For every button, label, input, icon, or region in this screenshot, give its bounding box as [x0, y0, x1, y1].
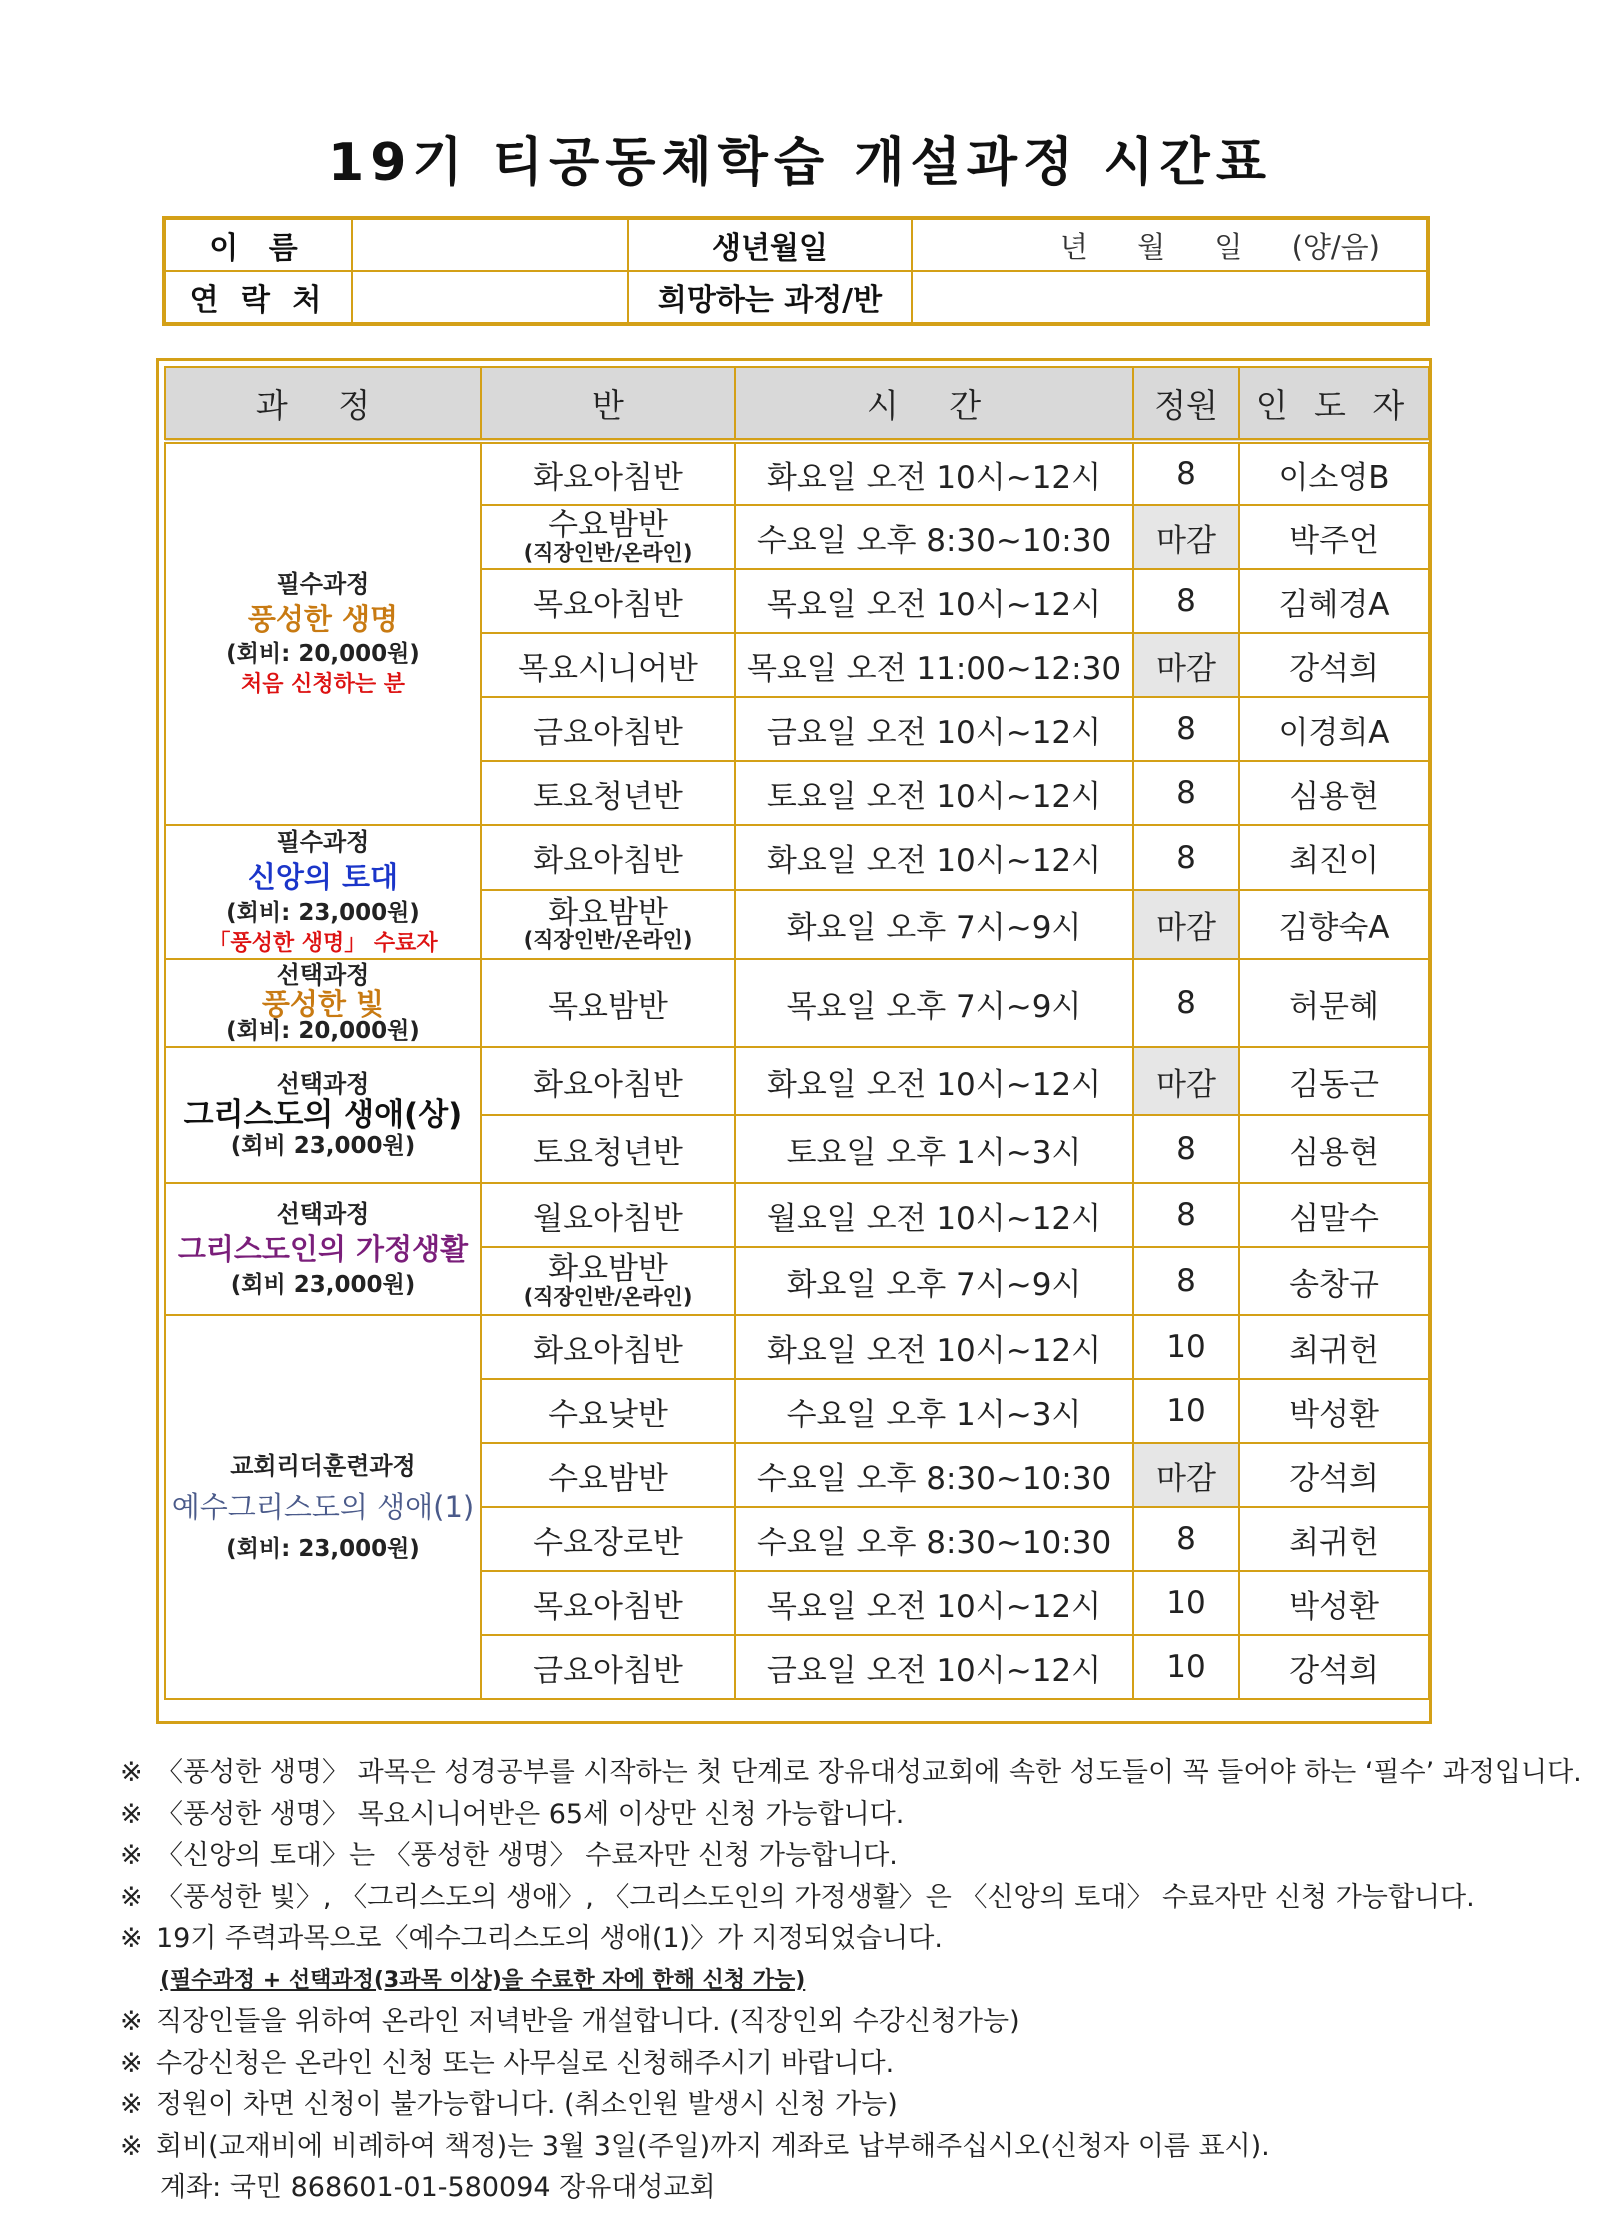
- class-cell: 수요밤반: [481, 1443, 735, 1507]
- course-cell: [165, 441, 481, 825]
- class-cell: 월요아침반: [481, 1183, 735, 1247]
- time-cell: 금요일 오전 10시~12시: [735, 1635, 1133, 1699]
- course-type: 교회리더훈련과정: [230, 1451, 416, 1480]
- capacity-cell: 8: [1133, 1183, 1239, 1247]
- course-type: 선택과정: [276, 1199, 370, 1228]
- page-title: 19기 티공동체학습 개설과정 시간표: [328, 133, 1272, 193]
- leader-cell: 김향숙A: [1239, 890, 1429, 959]
- note-item: [120, 1918, 1540, 1960]
- note-text: 수강신청은 온라인 신청 또는 사무실로 신청해주시기 바랍니다.: [156, 2047, 895, 2079]
- note-mark: ※: [120, 1840, 143, 1871]
- leader-cell: 허문혜: [1239, 959, 1429, 1047]
- course-fee: (회비: 20,000원): [226, 641, 420, 668]
- leader-cell: 박성환: [1239, 1571, 1429, 1635]
- class-cell: 금요아침반: [481, 697, 735, 761]
- capacity-cell: 10: [1133, 1315, 1239, 1379]
- capacity-cell: 마감: [1133, 1047, 1239, 1115]
- header-row: [165, 367, 1429, 441]
- note-mark: ※: [120, 2047, 143, 2079]
- table-row: [165, 959, 1429, 1047]
- time-cell: 화요일 오전 10시~12시: [735, 1047, 1133, 1115]
- capacity-cell: 마감: [1133, 505, 1239, 569]
- class-name: 수요밤반: [548, 507, 668, 544]
- leader-cell: 이경희A: [1239, 697, 1429, 761]
- notes-section: [120, 1752, 1582, 2209]
- class-cell: 토요청년반: [481, 761, 735, 825]
- course-fee: (회비 23,000원): [230, 1271, 416, 1298]
- class-note: (직장인반/온라인): [523, 540, 693, 565]
- wish-course-label: 희망하는 과정/반: [628, 271, 912, 324]
- class-name: 화요밤반: [548, 894, 668, 931]
- course-note: 처음 신청하는 분: [240, 672, 406, 698]
- time-cell: 화요일 오후 7시~9시: [735, 890, 1133, 959]
- class-cell: 토요청년반: [481, 1115, 735, 1183]
- course-cell: [165, 1315, 481, 1699]
- note-item: [120, 2043, 1540, 2085]
- note-text: 〈풍성한 생명〉 목요시니어반은 65세 이상만 신청 가능합니다.: [156, 1798, 905, 1830]
- contact-field[interactable]: [352, 271, 628, 324]
- leader-cell: 박성환: [1239, 1379, 1429, 1443]
- table-row: [165, 825, 1429, 890]
- note-item: [120, 2084, 1540, 2126]
- leader-cell: 박주언: [1239, 505, 1429, 569]
- capacity-cell: 8: [1133, 825, 1239, 890]
- birth-field[interactable]: 년 월 일 (양/음): [912, 218, 1428, 271]
- note-mark: ※: [120, 2130, 143, 2162]
- time-cell: 수요일 오후 8:30~10:30: [735, 505, 1133, 569]
- class-cell: 목요밤반: [481, 959, 735, 1047]
- class-cell: 화요아침반: [481, 1047, 735, 1115]
- note-item: [120, 1877, 1540, 1919]
- leader-cell: 최귀헌: [1239, 1315, 1429, 1379]
- course-type: 필수과정: [276, 569, 370, 598]
- leader-cell: 최귀헌: [1239, 1507, 1429, 1571]
- note-text: 〈신앙의 토대〉는 〈풍성한 생명〉 수료자만 신청 가능합니다.: [156, 1840, 898, 1871]
- course-cell: [165, 825, 481, 959]
- header-course: 과 정: [165, 367, 481, 441]
- leader-cell: 최진이: [1239, 825, 1429, 890]
- capacity-cell: 10: [1133, 1571, 1239, 1635]
- class-cell: 목요아침반: [481, 569, 735, 633]
- class-cell: [481, 890, 735, 959]
- class-cell: [481, 1247, 735, 1315]
- capacity-cell: 8: [1133, 1247, 1239, 1315]
- course-fee: (회비: 20,000원): [226, 1018, 420, 1045]
- table-row: [165, 441, 1429, 505]
- time-cell: 화요일 오전 10시~12시: [735, 825, 1133, 890]
- table-row: [165, 1047, 1429, 1115]
- leader-cell: 김혜경A: [1239, 569, 1429, 633]
- capacity-cell: 10: [1133, 1635, 1239, 1699]
- time-cell: 목요일 오전 10시~12시: [735, 569, 1133, 633]
- note-subtext: (필수과정 + 선택과정(3과목 이상)을 수료한 자에 한해 신청 가능): [160, 1967, 806, 1993]
- birth-label: 생년월일: [628, 218, 912, 271]
- note-text: 직장인들을 위하여 온라인 저녁반을 개설합니다. (직장인외 수강신청가능): [156, 2006, 1020, 2037]
- time-cell: 수요일 오후 8:30~10:30: [735, 1507, 1133, 1571]
- note-mark: ※: [120, 1881, 143, 1913]
- schedule-table: [164, 366, 1430, 1700]
- course-name: 풍성한 생명: [247, 602, 399, 637]
- time-cell: 화요일 오후 7시~9시: [735, 1247, 1133, 1315]
- course-type: 필수과정: [276, 828, 370, 856]
- contact-label: 연 락 처: [164, 271, 352, 324]
- table-row: [165, 1315, 1429, 1379]
- time-cell: 수요일 오후 8:30~10:30: [735, 1443, 1133, 1507]
- course-cell: [165, 1047, 481, 1183]
- course-cell: [165, 959, 481, 1047]
- note-mark: ※: [120, 2006, 143, 2037]
- applicant-info-table: [162, 216, 1430, 326]
- leader-cell: 강석희: [1239, 633, 1429, 697]
- class-cell: 수요장로반: [481, 1507, 735, 1571]
- leader-cell: 김동근: [1239, 1047, 1429, 1115]
- capacity-cell: 10: [1133, 1379, 1239, 1443]
- header-capacity: 정원: [1133, 367, 1239, 441]
- capacity-cell: 8: [1133, 697, 1239, 761]
- time-cell: 금요일 오전 10시~12시: [735, 697, 1133, 761]
- course-name: 그리스도인의 가정생활: [177, 1232, 469, 1267]
- leader-cell: 심말수: [1239, 1183, 1429, 1247]
- capacity-cell: 마감: [1133, 890, 1239, 959]
- course-fee: (회비 23,000원): [230, 1133, 416, 1160]
- class-name: 화요밤반: [548, 1251, 668, 1288]
- class-cell: 화요아침반: [481, 825, 735, 890]
- time-cell: 목요일 오전 11:00~12:30: [735, 633, 1133, 697]
- name-field[interactable]: [352, 218, 628, 271]
- time-cell: 화요일 오전 10시~12시: [735, 1315, 1133, 1379]
- course-name: 신앙의 토대: [247, 860, 399, 895]
- leader-cell: 심용현: [1239, 761, 1429, 825]
- class-note: (직장인반/온라인): [523, 928, 693, 953]
- class-cell: 목요아침반: [481, 1571, 735, 1635]
- time-cell: 수요일 오후 1시~3시: [735, 1379, 1133, 1443]
- class-cell: 화요아침반: [481, 1315, 735, 1379]
- note-text: 19기 주력과목으로〈예수그리스도의 생애(1)〉가 지정되었습니다.: [156, 1923, 943, 1954]
- capacity-cell: 8: [1133, 761, 1239, 825]
- time-cell: 토요일 오후 1시~3시: [735, 1115, 1133, 1183]
- course-fee: (회비: 23,000원): [226, 899, 420, 926]
- time-cell: 목요일 오후 7시~9시: [735, 959, 1133, 1047]
- capacity-cell: 8: [1133, 1507, 1239, 1571]
- class-cell: 목요시니어반: [481, 633, 735, 697]
- class-cell: 금요아침반: [481, 1635, 735, 1699]
- note-mark: ※: [120, 2089, 143, 2120]
- leader-cell: 강석희: [1239, 1443, 1429, 1507]
- leader-cell: 송창규: [1239, 1247, 1429, 1315]
- note-text: 〈풍성한 생명〉 과목은 성경공부를 시작하는 첫 단계로 장유대성교회에 속한 성도들이 꼭 들어야 하는 ‘필수’ 과정입니다.: [156, 1757, 1582, 1788]
- note-item: [120, 2126, 1540, 2168]
- course-name: 그리스도의 생애(상): [183, 1097, 463, 1134]
- capacity-cell: 8: [1133, 569, 1239, 633]
- course-name: 풍성한 빛: [261, 986, 385, 1021]
- name-label: 이 름: [164, 218, 352, 271]
- capacity-cell: 8: [1133, 441, 1239, 505]
- course-cell: [165, 1183, 481, 1315]
- note-mark: ※: [120, 1923, 143, 1954]
- leader-cell: 강석희: [1239, 1635, 1429, 1699]
- time-cell: 목요일 오전 10시~12시: [735, 1571, 1133, 1635]
- leader-cell: 심용현: [1239, 1115, 1429, 1183]
- note-text: 〈풍성한 빛〉, 〈그리스도의 생애〉, 〈그리스도인의 가정생활〉은 〈신앙의 토대〉 수료자만 신청 가능합니다.: [156, 1881, 1475, 1913]
- class-cell: [481, 505, 735, 569]
- header-time: 시 간: [735, 367, 1133, 441]
- capacity-cell: 마감: [1133, 633, 1239, 697]
- wish-course-field[interactable]: [912, 271, 1428, 324]
- note-mark: ※: [120, 1757, 143, 1788]
- capacity-cell: 8: [1133, 1115, 1239, 1183]
- header-leader: 인 도 자: [1239, 367, 1429, 441]
- note-text: 정원이 차면 신청이 불가능합니다. (취소인원 발생시 신청 가능): [156, 2089, 898, 2120]
- note-item: [120, 1794, 1540, 1836]
- course-fee: (회비: 23,000원): [226, 1535, 420, 1562]
- class-cell: 화요아침반: [481, 441, 735, 505]
- bank-account: 계좌: 국민 868601-01-580094 장유대성교회: [160, 2172, 716, 2203]
- course-name: 예수그리스도의 생애(1): [171, 1490, 475, 1525]
- capacity-cell: 마감: [1133, 1443, 1239, 1507]
- time-cell: 월요일 오전 10시~12시: [735, 1183, 1133, 1247]
- class-note: (직장인반/온라인): [523, 1284, 693, 1309]
- class-cell: 수요낮반: [481, 1379, 735, 1443]
- note-item: [120, 1752, 1582, 1794]
- time-cell: 토요일 오전 10시~12시: [735, 761, 1133, 825]
- table-row: [165, 1183, 1429, 1247]
- course-type: 선택과정: [276, 961, 370, 990]
- note-item: [120, 1835, 1540, 1877]
- course-type: 선택과정: [276, 1070, 370, 1099]
- note-mark: ※: [120, 1798, 143, 1830]
- course-note: 「풍성한 생명」 수료자: [208, 930, 438, 956]
- schedule-table-frame: [156, 358, 1432, 1724]
- note-text: 회비(교재비에 비례하여 책정)는 3월 3일(주일)까지 계좌로 납부해주십시오(신청자 이름 표시).: [156, 2130, 1270, 2162]
- capacity-cell: 8: [1133, 959, 1239, 1047]
- time-cell: 화요일 오전 10시~12시: [735, 441, 1133, 505]
- header-class: 반: [481, 367, 735, 441]
- leader-cell: 이소영B: [1239, 441, 1429, 505]
- note-item: [120, 2001, 1540, 2043]
